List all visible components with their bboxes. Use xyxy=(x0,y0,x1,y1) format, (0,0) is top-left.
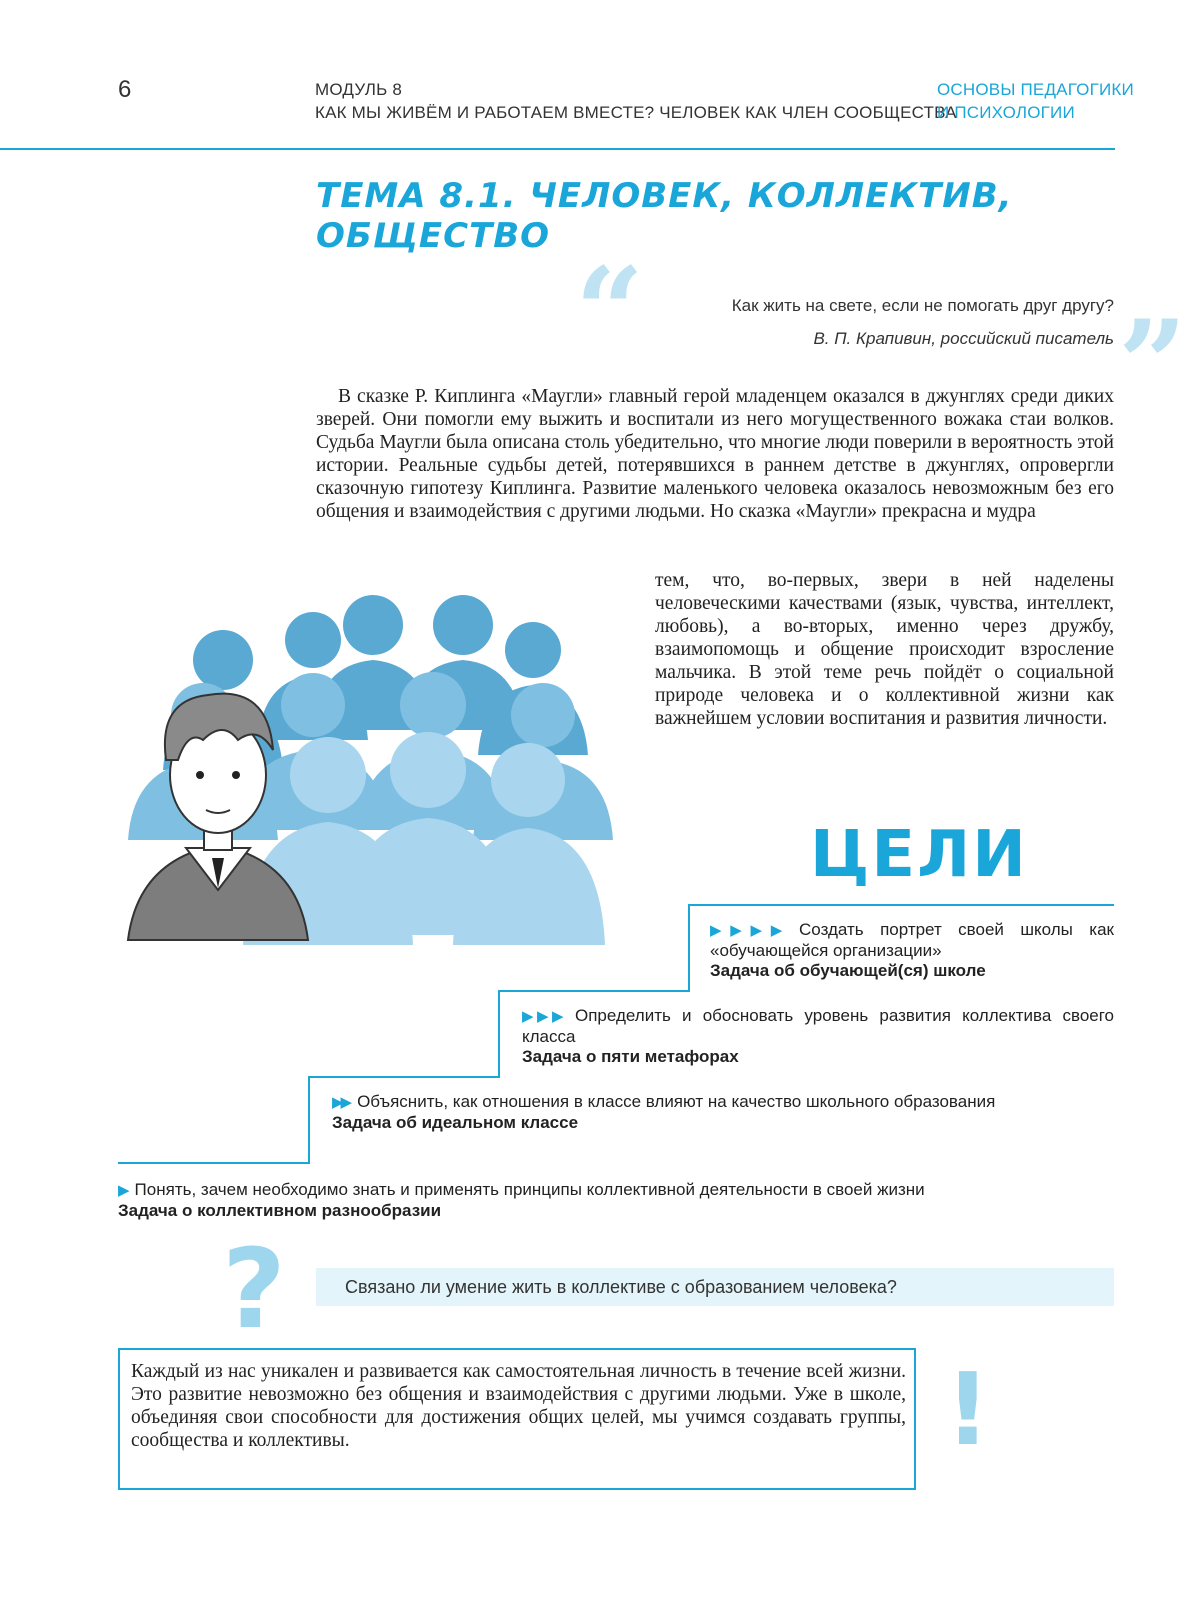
goal-task: Задача о коллективном разнообразии xyxy=(118,1201,442,1220)
goal-text: Определить и обосновать уровень развития коллектива своего класса xyxy=(522,1006,1115,1046)
goal-item xyxy=(710,920,1114,981)
question-text: Связано ли умение жить в коллективе с образованием человека? xyxy=(345,1277,897,1297)
goal-item xyxy=(118,1180,1114,1221)
arrows-icon: ▶▶▶ xyxy=(522,1008,567,1025)
epigraph-text: Как жить на свете, если не помогать друг другу? xyxy=(731,296,1114,315)
question-mark-icon: ? xyxy=(222,1225,286,1353)
goal-frame-line xyxy=(118,1162,310,1164)
page-number: 6 xyxy=(118,76,132,103)
goal-task: Задача об обучающей(ся) школе xyxy=(710,961,986,980)
topic-title xyxy=(316,176,1016,256)
goal-frame-line xyxy=(498,990,500,1078)
arrows-icon: ▶▶ xyxy=(332,1094,350,1111)
header-divider xyxy=(0,148,1115,150)
module-title: КАК МЫ ЖИВЁМ И РАБОТАЕМ ВМЕСТЕ? ЧЕЛОВЕК КАК ЧЛЕН СООБЩЕСТВА xyxy=(315,103,957,122)
exclamation-icon: ! xyxy=(945,1351,991,1468)
module-heading xyxy=(315,78,957,124)
goal-text: Понять, зачем необходимо знать и применять принципы коллективной деятельности в своей жизни xyxy=(134,1180,925,1199)
goal-frame-line xyxy=(498,990,690,992)
goal-frame-line xyxy=(688,904,1114,906)
subject-line-2: И ПСИХОЛОГИИ xyxy=(937,103,1075,122)
goal-item xyxy=(332,1092,1114,1133)
goal-item xyxy=(522,1006,1114,1067)
topic-title-line-2: ОБЩЕСТВО xyxy=(316,216,551,256)
goals-title: ЦЕЛИ xyxy=(810,818,1028,892)
goal-frame-line xyxy=(688,904,690,990)
goal-frame-line xyxy=(308,1076,500,1078)
summary-text: Каждый из нас уникален и развивается как самостоятельная личность в течение всей жизни. Это развитие невозможно без общения и взаимодействия с другими людьми. Уже в школе, объединяя свои способности для достижения общих целей, мы учимся создавать группы, сообщества и коллективы. xyxy=(131,1361,906,1451)
subject-heading xyxy=(937,78,1134,124)
intro-paragraph-continued: тем, что, во-первых, звери в ней наделены человеческими качествами (язык, чувства, интеллект, любовь), а во-вторых, именно через дружбу, взаимопомощь и общение происходит взросление мальчика. В этой теме речь пойдёт о социальной природе человека и о коллективной жизни как важнейшем условии воспитания и развития личности. xyxy=(655,570,1114,729)
arrows-icon: ▶ xyxy=(118,1182,127,1199)
goal-text: Создать портрет своей школы как «обучающейся организации» xyxy=(710,920,1114,960)
students-illustration xyxy=(108,590,628,1000)
topic-title-line-1: ТЕМА 8.1. ЧЕЛОВЕК, КОЛЛЕКТИВ, xyxy=(316,176,1013,216)
intro-paragraph: В сказке Р. Киплинга «Маугли» главный герой младенцем оказался в джунглях среди диких зверей. Они помогли ему выжить и воспитали из него могущественного вожака стаи волков. Судьба Маугли была описана столь убедительно, что многие люди поверили в вероятность этой истории. Реальные судьбы детей, потерявшихся в раннем детстве в джунглях, опровергли сказочную гипотезу Киплинга. Развитие маленького человека оказалось невозможным без его общения и взаимодействия с другими людьми. Но сказка «Маугли» прекрасна и мудра xyxy=(316,386,1114,522)
subject-line-1: ОСНОВЫ ПЕДАГОГИКИ xyxy=(937,80,1134,99)
arrows-icon: ▶▶▶▶ xyxy=(710,922,792,939)
close-quote-icon: ” xyxy=(1118,294,1188,435)
goal-task: Задача о пяти метафорах xyxy=(522,1047,739,1066)
goal-text: Объяснить, как отношения в классе влияют на качество школьного образования xyxy=(357,1092,996,1111)
goal-frame-line xyxy=(308,1076,310,1164)
goal-task: Задача об идеальном классе xyxy=(332,1113,579,1132)
epigraph-author: В. П. Крапивин, российский писатель xyxy=(813,329,1114,348)
open-quote-icon: “ xyxy=(575,241,645,382)
module-number: МОДУЛЬ 8 xyxy=(315,80,403,99)
